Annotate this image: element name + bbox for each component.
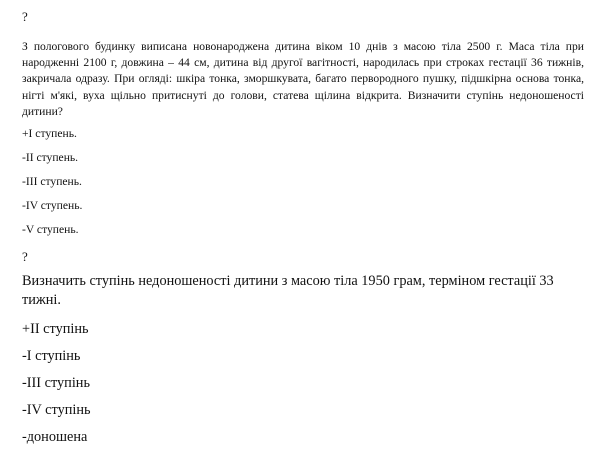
question-marker: ?: [22, 249, 28, 264]
question-marker: ?: [22, 9, 28, 24]
answer-option: -I ступінь: [22, 348, 81, 364]
answer-option: +II ступінь: [22, 321, 89, 337]
answer-option: -II ступень.: [22, 151, 79, 164]
answer-option: +I ступень.: [22, 127, 77, 140]
answer-option: -III ступінь: [22, 375, 90, 391]
question-text: З пологового будинку виписана новонароджена дитина віком 10 днів з масою тіла 2500 г. Маса тіла при народженні 2100 г, довжина – 44 см, дитина від другої вагітності, народилась при строках гестації 36 тижнів, закричала одразу. При огляді: шкіра тонка, зморшкувата, багато первородного пушку, підшкірна основа тонка, нігті м'які, вуха щільно притиснуті до голови, статева щілина відкрита. Визначити ступінь недоношеності дитини?: [22, 40, 584, 118]
answer-option: -IV ступінь: [22, 402, 91, 418]
question-text: Визначить ступінь недоношеності дитини з масою тіла 1950 грам, терміном гестації 33 тижні.: [22, 273, 554, 308]
answer-option: -III ступень.: [22, 175, 82, 188]
answer-option: -IV ступень.: [22, 199, 83, 212]
answer-option: -V ступень.: [22, 223, 79, 236]
answer-option: -доношена: [22, 429, 88, 445]
